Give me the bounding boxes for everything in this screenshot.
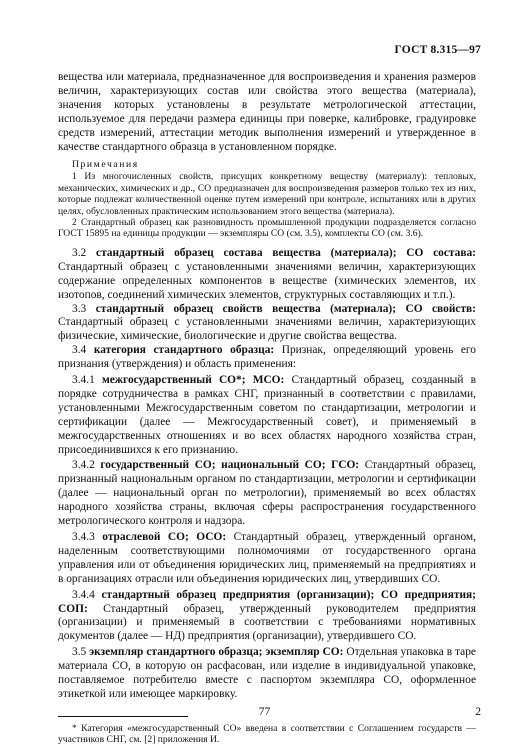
clause-3-3 [58,303,476,345]
clause-term: экземпляр стандартного образца; экземпляр СО: [89,646,344,659]
clause-text: Стандартный образец с установленными значениями величин, характеризующих содержание определенных компонентов в веществе (химических элементов, их изотопов, соединений химических элементов, структурных составляющих и т.п.). [58,260,476,301]
clause-number: 3.4.1 [72,374,95,387]
clause-number: 3.4 [72,344,87,357]
clause-number: 3.4.3 [72,531,95,543]
clause-3-5 [58,646,476,702]
clause-term: категория стандартного образца: [93,344,275,357]
clause-term: отраслевой СО; ОСО: [102,531,227,543]
document-body [58,71,476,746]
clause-text: Стандартный образец, признанный национальным органом по стандартизации, метрологии и сертификации (далее — национальный орган по метрологии), применяемый во всех областях народного хозяйства страны, включая сферы распространения государственного метрологического контроля и надзора. [58,459,476,528]
clause-number: 3.4.2 [72,459,95,472]
clause-text: Стандартный образец, утвержденный руководителем предприятия (организации) и применяемый в соответствии с требованиями нормативных документов (далее — НД) предприятия (организации), утвердившего СО. [58,602,476,643]
clause-term: стандартный образец свойств вещества (материала); СО свойств: [95,302,476,315]
note-2: 2 Стандартный образец как разновидность промышленной продукции подразделяется согласно ГОСТ 15895 на единицы продукции — экземпляры СО (см. 3.5), комплекты СО (см. 3.6). [58,217,476,240]
notes-heading: Примечания [72,159,139,171]
clause-text: Стандартный образец, утвержденный органом, наделенным соответствующими полномочиями от государственного органа управления или от объединения юридических лиц, применяемый на предприятиях и в организациях отрасли или объединения юридических лиц, утвердивших СО. [58,531,476,585]
clause-number: 3.5 [72,646,87,659]
clause-text: Стандартный образец с установленными значениями величин, характеризующих физические, химические, биологические и другие свойства вещества. [58,316,476,343]
clause-text: Стандартный образец, созданный в порядке сотрудничества в рамках СНГ, признанный в соответствии с правилами, установленными Межгосударственным советом по стандартизации, метрологии и сертификации (далее — Межгосударственный совет), и применяемый в межгосударственных отношениях и во всех областях народного хозяйства стран, присоединившихся к его признанию. [58,374,476,456]
clause-3-4-4 [58,589,476,645]
clause-number: 3.4.4 [72,588,95,601]
corner-number: 2 [475,706,481,718]
clause-3-4 [58,344,476,372]
standard-header: ГОСТ 8.315—97 [394,44,481,56]
note-1: 1 Из многочисленных свойств, присущих конкретному веществу (материалу): тепловых, механических, химических и др., СО предназначен для воспроизведения размеров только тех из них, которые подлежат количественной оценке путем измерений при контроле, испытаниях или в других целях, обусловленных практическим использованием этого вещества (материала). [58,171,476,217]
clause-text: Отдельная упаковка в таре материала СО, в которую он расфасован, или изделие в индивидуальной упаковке, поставляемое потребителю вместе с паспортом экземпляра СО, оформленное этикеткой или имеющее маркировку. [58,646,476,700]
clause-term: государственный СО; национальный СО; ГСО: [100,459,360,472]
page-number: 77 [258,706,271,718]
clause-3-4-2 [58,459,476,529]
clause-text: Признак, определяющий уровень его признания (утверждения) и область применения: [58,344,476,371]
intro-paragraph: вещества или материала, предназначенное для воспроизведения и хранения размеров величин, характеризующих состав или свойства этого вещества (материала), значения которых установлены в результате метрологической аттестации, используемое для передачи размера единицы при поверке, калибровке, градуировке средств измерений, аттестации методик выполнения измерений и утвержденное в качестве стандартного образца в установленном порядке. [58,71,476,153]
footnote: * Категория «межгосударственный СО» введена в соответствии с Соглашением государств — участников СНГ, см. [2] приложения И. [58,722,476,746]
clause-term: стандартный образец предприятия (организации); СО предприятия; СОП: [58,588,476,615]
clause-3-2 [58,247,476,303]
clause-number: 3.2 [72,246,87,259]
clause-term: межгосударственный СО*; МСО: [101,374,285,387]
clause-number: 3.3 [72,302,87,315]
clause-term: стандартный образец состава вещества (материала); СО состава: [96,246,476,259]
clause-3-4-1 [58,374,476,457]
clause-3-4-3 [58,531,476,587]
